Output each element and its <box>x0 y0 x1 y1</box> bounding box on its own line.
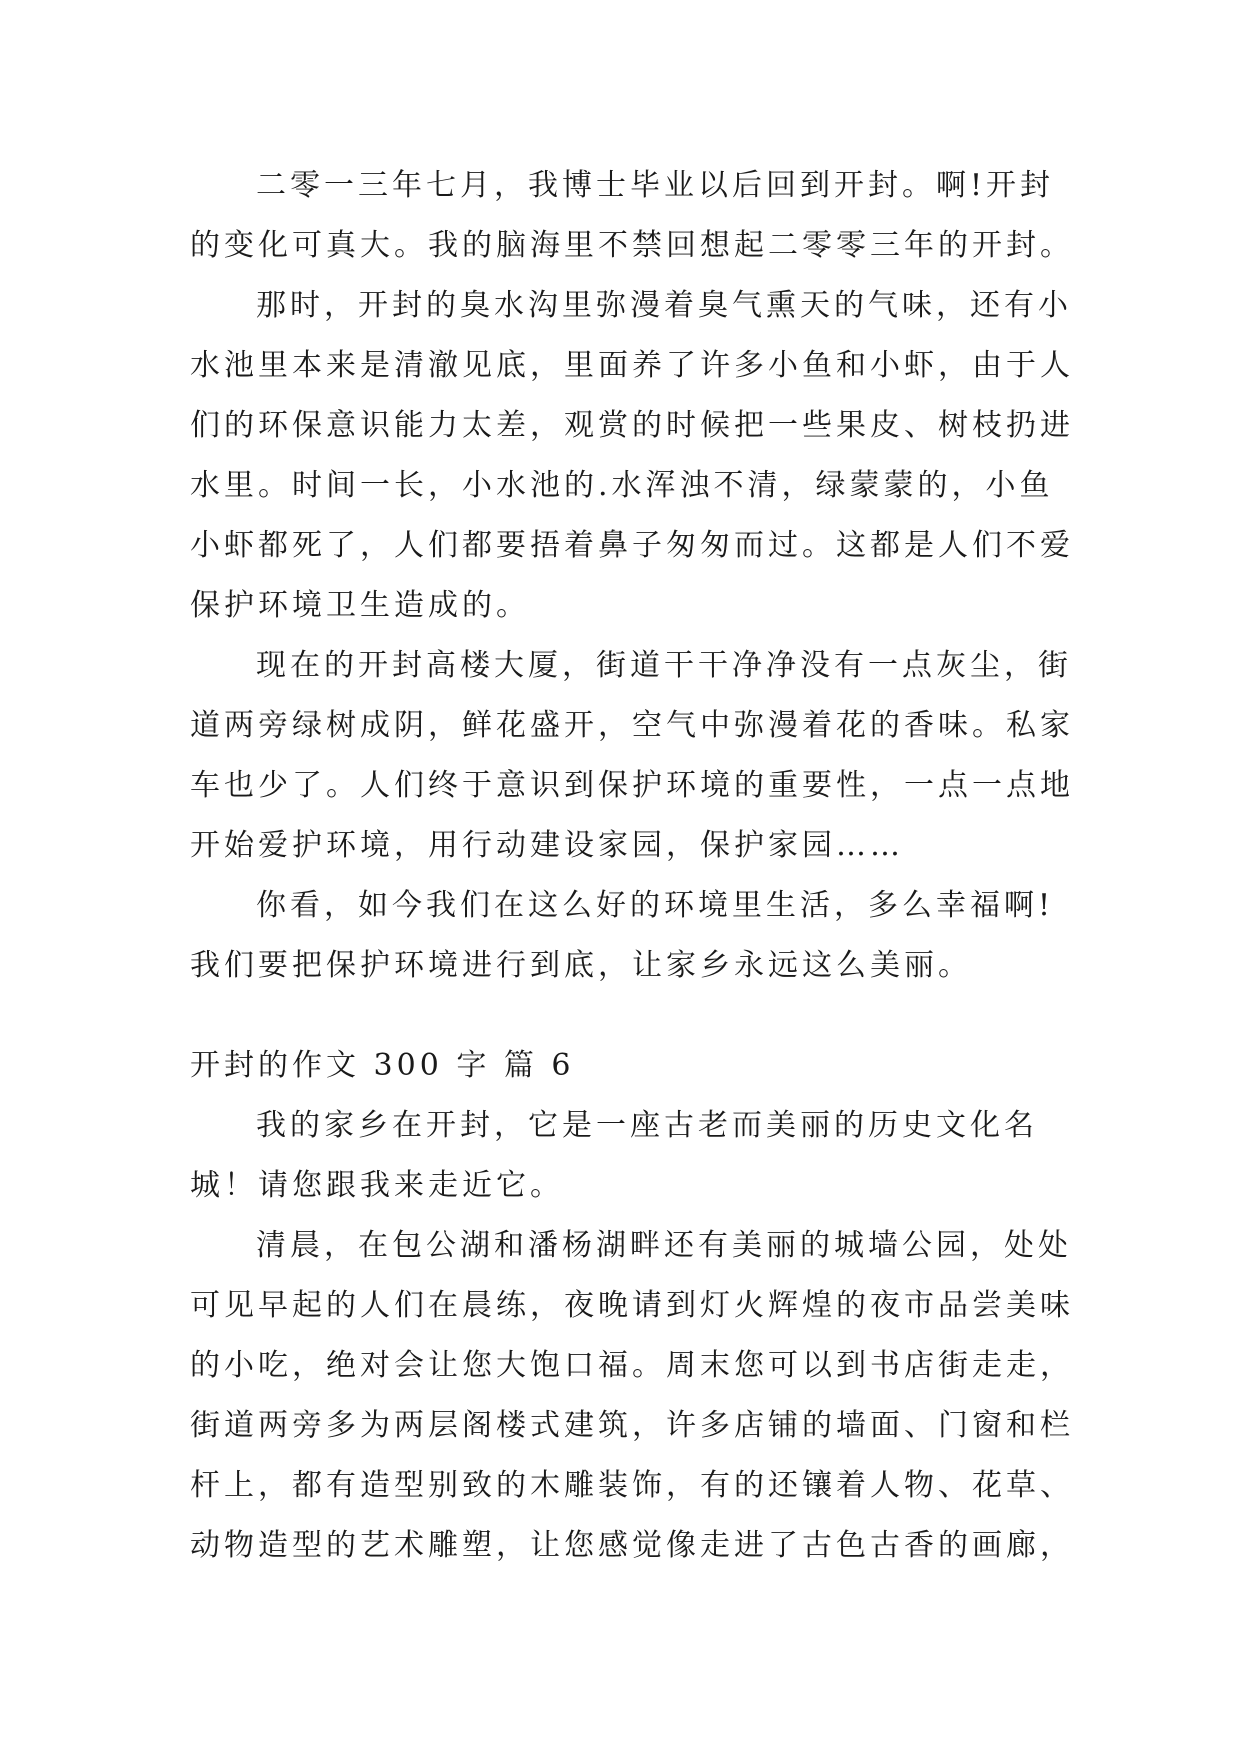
text-line: 道两旁绿树成阴，鲜花盛开，空气中弥漫着花的香味。私家 <box>190 708 1074 743</box>
text-line: 可见早起的人们在晨练，夜晚请到灯火辉煌的夜市品尝美味 <box>190 1288 1074 1323</box>
text-line: 水池里本来是清澈见底，里面养了许多小鱼和小虾，由于人 <box>190 348 1074 383</box>
text-line: 我们要把保护环境进行到底，让家乡永远这么美丽。 <box>190 948 972 983</box>
text-line: 车也少了。人们终于意识到保护环境的重要性，一点一点地 <box>190 768 1074 803</box>
paragraph <box>190 1096 1070 1216</box>
text-line: 街道两旁多为两层阁楼式建筑，许多店铺的墙面、门窗和栏 <box>190 1408 1074 1443</box>
text-line: 的小吃，绝对会让您大饱口福。周末您可以到书店街走走， <box>190 1348 1074 1383</box>
text-line: 清晨，在包公湖和潘杨湖畔还有美丽的城墙公园，处处 <box>256 1228 1072 1263</box>
text-line: 城！请您跟我来走近它。 <box>190 1168 564 1203</box>
text-line: 我的家乡在开封，它是一座古老而美丽的历史文化名 <box>256 1108 1038 1143</box>
essay-6-body <box>190 1096 1074 1576</box>
text-line: 小虾都死了，人们都要捂着鼻子匆匆而过。这都是人们不爱 <box>190 528 1074 563</box>
text-line: 水里。时间一长，小水池的.水浑浊不清，绿蒙蒙的，小鱼 <box>190 468 1054 503</box>
text-line: 们的环保意识能力太差，观赏的时候把一些果皮、树枝扔进 <box>190 408 1074 443</box>
text-line: 杆上，都有造型别致的木雕装饰，有的还镶着人物、花草、 <box>190 1468 1074 1503</box>
paragraph <box>190 276 1074 636</box>
text-line: 开始爱护环境，用行动建设家园，保护家园…… <box>190 828 904 863</box>
essay-previous-body <box>190 156 1074 996</box>
text-line: 动物造型的艺术雕塑，让您感觉像走进了古色古香的画廊， <box>190 1528 1074 1563</box>
paragraph <box>190 876 1070 996</box>
paragraph <box>190 156 1074 276</box>
essay-title: 开封的作文 300 字 篇 6 <box>190 1048 575 1083</box>
text-line: 二零一三年七月，我博士毕业以后回到开封。啊!开封 <box>256 168 1055 203</box>
text-line: 的变化可真大。我的脑海里不禁回想起二零零三年的开封。 <box>190 228 1074 263</box>
text-line: 那时，开封的臭水沟里弥漫着臭气熏天的气味，还有小 <box>256 288 1072 323</box>
paragraph <box>190 1216 1074 1576</box>
paragraph <box>190 636 1074 876</box>
text-line: 你看，如今我们在这么好的环境里生活，多么幸福啊! <box>256 888 1055 923</box>
text-line: 保护环境卫生造成的。 <box>190 588 530 623</box>
text-line: 现在的开封高楼大厦，街道干干净净没有一点灰尘，街 <box>256 648 1072 683</box>
